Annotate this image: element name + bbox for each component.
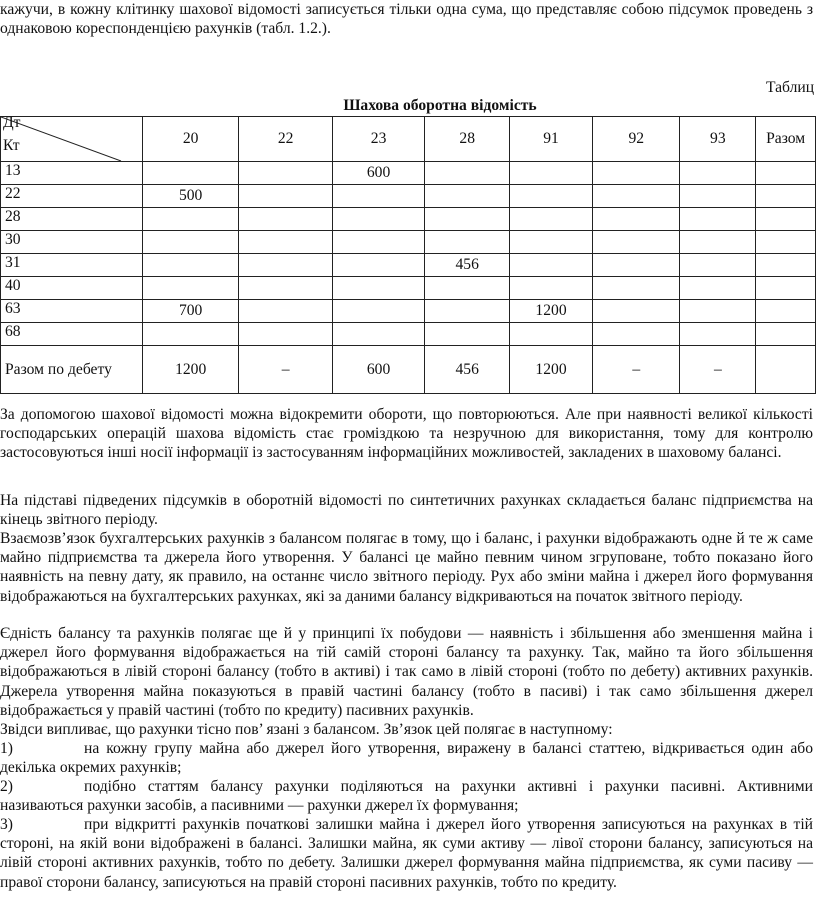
table-cell <box>510 185 593 208</box>
column-header: 91 <box>510 117 593 162</box>
table-cell <box>756 300 816 323</box>
table-cell <box>142 277 239 300</box>
table-cell <box>756 185 816 208</box>
total-cell: 1200 <box>510 346 593 394</box>
table-cell: 1200 <box>510 300 593 323</box>
total-cell: – <box>680 346 756 394</box>
table-cell <box>142 323 239 346</box>
table-cell <box>239 231 332 254</box>
row-account-label: 22 <box>1 185 143 208</box>
table-cell <box>593 162 680 185</box>
column-header: 20 <box>142 117 239 162</box>
list-number: 1) <box>0 740 13 757</box>
table-title: Шахова оборотна відомість <box>343 97 537 114</box>
table-cell <box>425 323 510 346</box>
list-text: подібно статтям балансу рахунки поділяються на рахунки активні і рахунки пасивні. Активними називаються рахунки засобів, а пасивними — рахунки джерел їх формування; <box>0 778 813 815</box>
body-paragraph: На підставі підведених підсумків в оборотній відомості по синтетичних рахунках складається баланс підприємства на кінець звітного періоду. <box>0 492 813 529</box>
credit-label: Кт <box>3 137 20 154</box>
body-paragraph: Звідси випливає, що рахунки тісно пов’ язані з балансом. Зв’язок цей полягає в наступному: <box>0 721 613 738</box>
total-row <box>1 346 816 394</box>
table-cell <box>332 300 425 323</box>
table-cell <box>332 185 425 208</box>
total-cell: 456 <box>425 346 510 394</box>
table-cell: 456 <box>425 254 510 277</box>
table-cell <box>593 231 680 254</box>
table-cell <box>756 162 816 185</box>
table-cell <box>510 277 593 300</box>
table-cell <box>239 300 332 323</box>
table-cell <box>239 162 332 185</box>
table-cell <box>680 231 756 254</box>
column-header: 23 <box>332 117 425 162</box>
table-cell <box>239 254 332 277</box>
table-cell <box>142 231 239 254</box>
list-text: на кожну групу майна або джерел його утворення, виражену в балансі статтею, відкривається один або декілька окремих рахунків; <box>0 740 813 777</box>
table-row <box>1 254 816 277</box>
table-cell <box>593 208 680 231</box>
table-cell <box>680 300 756 323</box>
list-number: 3) <box>0 816 13 833</box>
table-cell <box>239 208 332 231</box>
table-cell <box>593 254 680 277</box>
table-cell <box>332 208 425 231</box>
table-cell <box>425 162 510 185</box>
row-account-label: 13 <box>1 162 143 185</box>
table-cell <box>593 185 680 208</box>
corner-cell <box>1 114 143 162</box>
table-cell <box>239 185 332 208</box>
table-cell <box>680 208 756 231</box>
table-cell <box>593 277 680 300</box>
table-cell <box>332 323 425 346</box>
column-header: 92 <box>593 117 680 162</box>
table-cell <box>332 231 425 254</box>
table-row <box>1 162 816 185</box>
table-cell <box>239 277 332 300</box>
table-cell <box>142 162 239 185</box>
table-cell: 500 <box>142 185 239 208</box>
list-text: при відкритті рахунків початкові залишки майна і джерел його утворення записуються на рахунках в тій стороні, на якій вони відображені в балансі. Залишки майна, як суми активу — лівої сторони балансу, записуються на лівій стороні активних рахунків, тобто по дебету. Залишки джерел формування майна підприємства, як суми пасиву — правої сторони балансу, записуються на правій стороні пасивних рахунків, тобто по кредиту. <box>0 816 813 891</box>
list-item <box>0 739 813 777</box>
total-cell: – <box>593 346 680 394</box>
total-cell: – <box>239 346 332 394</box>
table-cell <box>332 254 425 277</box>
column-header: Разом <box>756 117 816 162</box>
table-row <box>1 323 816 346</box>
table-cell: 600 <box>332 162 425 185</box>
table-cell <box>425 300 510 323</box>
table-cell <box>593 323 680 346</box>
table-row <box>1 300 816 323</box>
table-cell <box>680 185 756 208</box>
table-header-row <box>1 117 816 162</box>
table-cell <box>425 277 510 300</box>
body-paragraph: Єдність балансу та рахунків полягає ще й у принципі їх побудови — наявність і збільшення або зменшення майна і джерел його формування відображається на тій самій стороні балансу та рахунку. Так, майно та його збільшення відображаються в лівій стороні балансу (тобто в активі) і так само в лівій стороні (тобто по дебету) активних рахунків. Джерела утворення майна показуються в правій частині балансу (тобто в пасиві) і так само збільшення джерел відображається у правій частині (тобто по кредиту) пасивних рахунків. <box>0 625 813 719</box>
table-cell <box>142 208 239 231</box>
table-cell <box>756 254 816 277</box>
list-item <box>0 777 813 815</box>
table-cell <box>332 277 425 300</box>
table-cell <box>425 231 510 254</box>
table-cell <box>510 231 593 254</box>
table-cell <box>510 323 593 346</box>
table-cell <box>756 231 816 254</box>
table-cell <box>239 323 332 346</box>
body-paragraph: За допомогою шахової відомості можна відокремити обороти, що повторюються. Але при наявності великої кількості господарських операцій шахова відомість стає громіздкою та незручною для використання, тому для контролю застосовуються інші носії інформації із застосуванням інформаційних можливостей, закладених в шаховому балансі. <box>0 406 813 462</box>
table-cell <box>680 323 756 346</box>
table-row <box>1 231 816 254</box>
table-row <box>1 185 816 208</box>
intro-paragraph: кажучи, в кожну клітинку шахової відомості записується тільки одна сума, що представляє собою підсумок проведень з однаковою кореспонденцією рахунків (табл. 1.2.). <box>0 1 813 38</box>
table-cell <box>510 254 593 277</box>
column-header: 93 <box>680 117 756 162</box>
table-cell <box>680 277 756 300</box>
row-account-label: 68 <box>1 323 143 346</box>
table-row <box>1 277 816 300</box>
row-account-label: 40 <box>1 277 143 300</box>
total-row-label: Разом по дебету <box>1 346 143 394</box>
table-cell <box>510 208 593 231</box>
table-cell <box>425 185 510 208</box>
table-row <box>1 208 816 231</box>
table-caption: Таблиц <box>766 79 815 96</box>
diagonal-divider <box>1 117 145 161</box>
table-cell <box>142 254 239 277</box>
table-cell <box>756 323 816 346</box>
table-cell: 700 <box>142 300 239 323</box>
table-cell <box>593 300 680 323</box>
row-account-label: 28 <box>1 208 143 231</box>
table-cell <box>510 162 593 185</box>
column-header: 22 <box>239 117 332 162</box>
list-number: 2) <box>0 778 13 795</box>
body-paragraph: Взаємозв’язок бухгалтерських рахунків з балансом полягає в тому, що і баланс, і рахунки відображають одне й те ж саме майно підприємства та джерела його утворення. У балансі це майно певним чином згруповане, тобто показано його наявність на певну дату, як правило, на останнє число звітного періоду. Рух або зміни майна і джерел його формування відображаються на бухгалтерських рахунках, які за даними балансу відкриваються на початок звітного періоду. <box>0 530 813 605</box>
column-header: 28 <box>425 117 510 162</box>
debit-label: Дт <box>3 114 21 131</box>
table-cell <box>756 208 816 231</box>
list-item <box>0 815 813 892</box>
row-account-label: 31 <box>1 254 143 277</box>
table-cell <box>756 277 816 300</box>
table-cell <box>680 254 756 277</box>
row-account-label: 30 <box>1 231 143 254</box>
row-account-label: 63 <box>1 300 143 323</box>
chess-turnover-table <box>0 116 816 394</box>
total-cell: 1200 <box>142 346 239 394</box>
total-cell: 600 <box>332 346 425 394</box>
table-cell <box>680 162 756 185</box>
table-cell <box>425 208 510 231</box>
total-cell <box>756 346 816 394</box>
